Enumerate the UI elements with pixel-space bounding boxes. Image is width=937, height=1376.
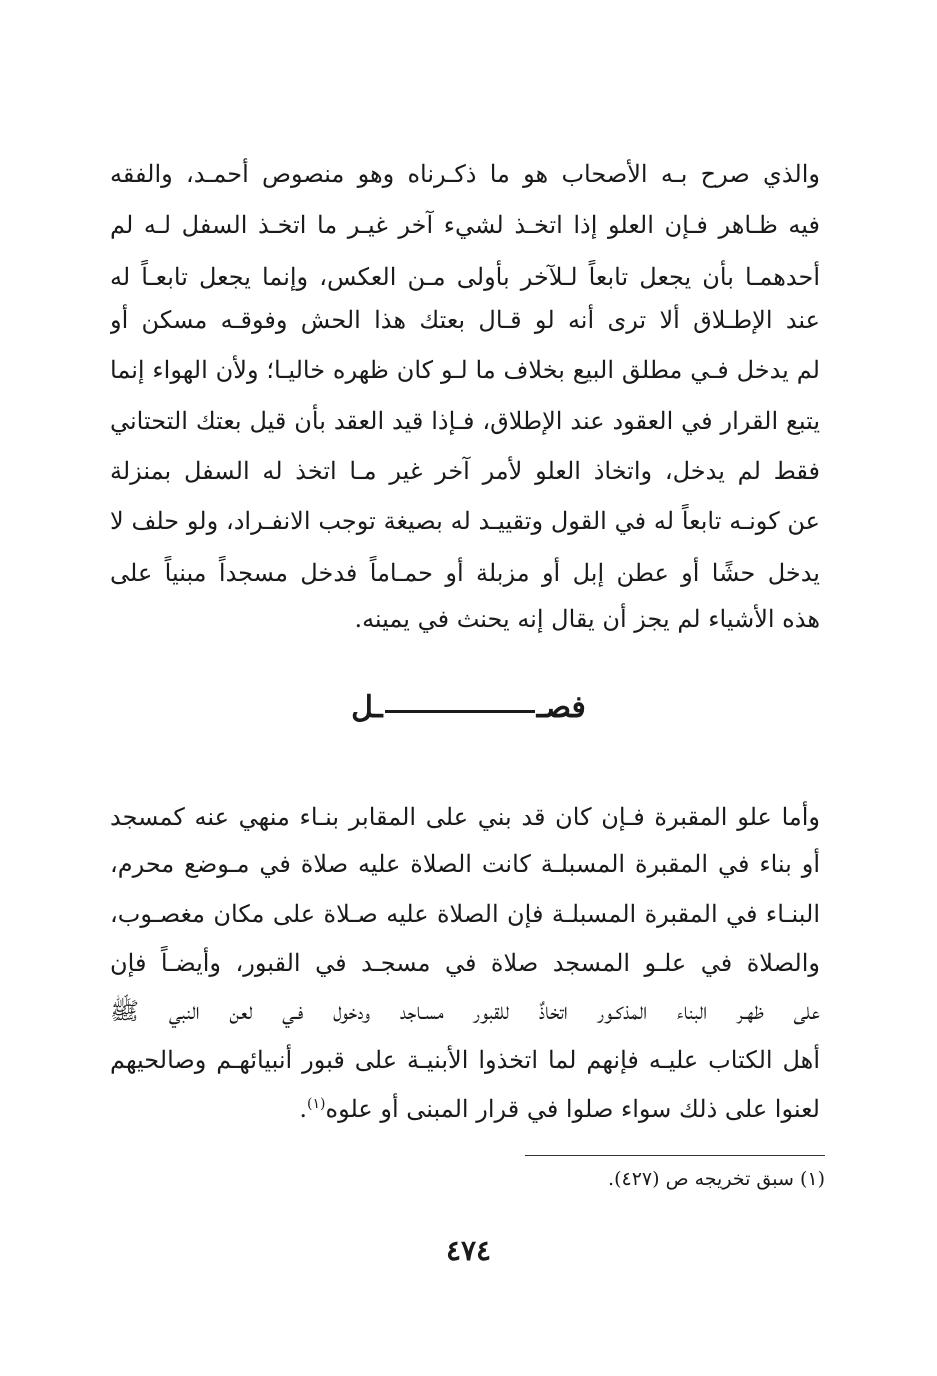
paragraph-2-last-line [110,1092,820,1126]
paragraph-1-line: هذه الأشياء لم يجز أن يقال إنه يحنث في يمينه. [354,605,820,633]
footnote-marker: (١) [307,1096,326,1112]
paragraph-1-line: عند الإطـلاق ألا ترى أنه لو قـال بعتك هذا الحش وفوقـه مسكن أو [110,306,820,334]
paragraph-2-line: أهل الكتاب عليـه فإنهم لما اتخذوا الأبنيـة على قبور أنبيائهـم وصالحيهم [110,1046,820,1074]
paragraph-1-line: والذي صرح بـه الأصحاب هو ما ذكـرناه وهو منصوص أحمـد، والفقه [110,160,820,188]
paragraph-2-line: على ظهـر البناء المذكـور اتخاذٌ للقبور مسـاجد ودخول فـي لعن النبي ﷺ [110,997,820,1025]
heading-tatweel [385,710,535,713]
paragraph-2-line: وأما علو المقبرة فـإن كان قد بني على المقابر بنـاء منهي عنه كمسجد [110,803,820,831]
footnote-divider [525,1155,825,1156]
paragraph-2-line: البنـاء في المقبرة المسبلـة فإن الصلاة عليه صـلاة على مكان مغصـوب، [110,900,820,928]
paragraph-1-line: فقط لم يدخل، واتخاذ العلو لأمر آخر غير مـا اتخذ له السفل بمنزلة [110,457,820,485]
line-end-punctuation: . [299,1095,308,1123]
footnote: (١) سبق تخريجه ص (٤٢٧). [608,1168,825,1190]
paragraph-1-line: أحدهمـا بأن يجعل تابعاً لـلآخر بأولى مـن العكس، وإنما يجعل تابعـاً له [110,263,820,291]
page-number: ٤٧٤ [445,1234,492,1267]
heading-end: ـل [351,690,383,725]
paragraph-1-line: فيه ظـاهر فـإن العلو إذا اتخـذ لشيء آخر غيـر ما اتخـذ السفل لـه لم [110,211,820,239]
heading-start: فصـ [536,690,586,725]
paragraph-1-line: عن كونـه تابعاً له في القول وتقييـد له بصيغة توجب الانفـراد، ولو حلف لا [110,507,820,535]
paragraph-1-line: لم يدخل فـي مطلق البيع بخلاف ما لـو كان ظهره خاليـا؛ ولأن الهواء إنما [110,356,820,384]
paragraph-2-line: أو بناء في المقبرة المسبلـة كانت الصلاة عليه صلاة في مـوضع محرم، [110,850,820,878]
section-heading [0,690,937,725]
paragraph-1-line: يدخل حشًا أو عطن إبل أو مزبلة أو حمـاماً فدخل مسجداً مبنياً على [110,559,820,587]
paragraph-2-line: لعنوا على ذلك سواء صلوا في قرار المبنى أو علوه [325,1095,820,1123]
paragraph-2-line: والصلاة في علـو المسجد صلاة في مسجـد في القبور، وأيضـاً فإن [110,949,820,977]
paragraph-1-line: يتبع القرار في العقود عند الإطلاق، فـإذا قيد العقد بأن قيل بعتك التحتاني [110,407,820,435]
